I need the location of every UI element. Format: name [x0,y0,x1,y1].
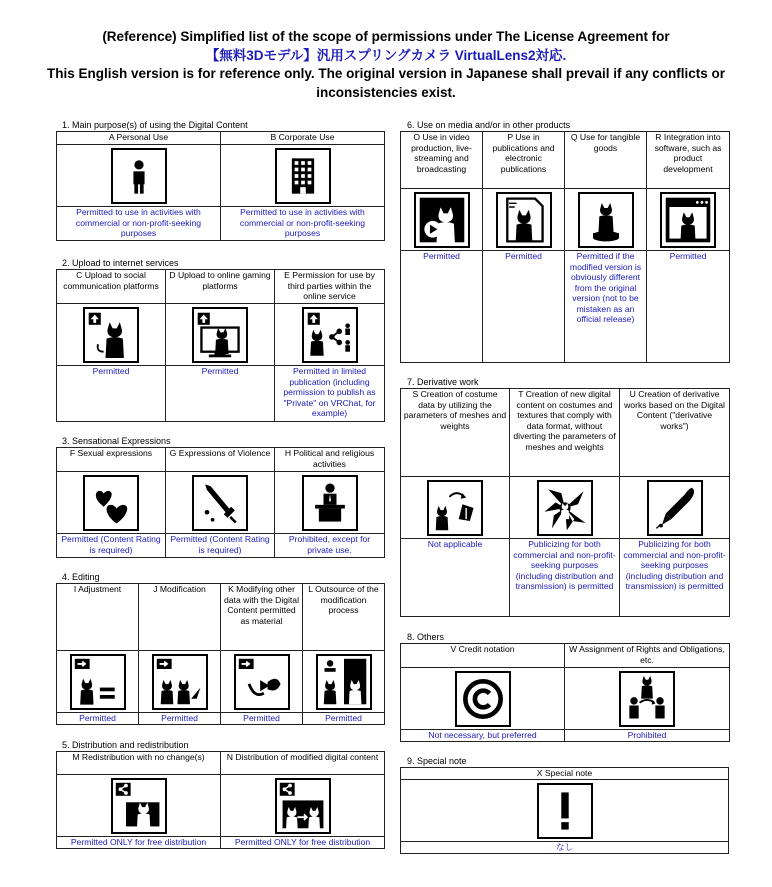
col-j-result: Permitted [139,713,221,725]
software-icon [660,192,716,248]
building-icon [275,148,331,204]
header-line-3: This English version is for reference only. The original version in Japanese shall prevail if any conflicts or [47,66,725,81]
col-g-label: G Expressions of Violence [166,448,275,472]
col-i-result: Permitted [57,713,139,725]
col-t-result: Publicizing for both commercial and non-profit-seeking purposes (including distribution and transmission) is permitted [510,539,620,617]
col-n-label: N Distribution of modified digital content [221,752,385,775]
col-a-result: Permitted to use in activities with commercial or non-profit-seeking purposes [57,207,221,241]
section-6-table [400,131,730,363]
material-icon [234,654,290,710]
section-7-table [400,388,730,617]
texture-icon [537,480,593,536]
col-x-result: なし [401,842,729,854]
col-e-result: Permitted in limited publication (including permission to publish as "Private" on VRChat, for example) [275,366,385,422]
col-k-result: Permitted [221,713,303,725]
col-g-result: Permitted (Content Rating is required) [166,534,275,558]
section-2-title: 2. Upload to internet services [62,258,179,268]
col-v-label: V Credit notation [401,644,565,668]
podium-icon [302,475,358,531]
section-6-title: 6. Use on media and/or in other products [407,120,571,130]
publication-icon [496,192,552,248]
section-3-title: 3. Sensational Expressions [62,436,171,446]
hearts-icon [83,475,139,531]
col-h-result: Prohibited, except for private use. [275,534,385,558]
costume-icon [427,480,483,536]
col-o-label: O Use in video production, live-streaming and broadcasting [401,132,483,189]
col-m-label: M Redistribution with no change(s) [57,752,221,775]
col-a-label: A Personal Use [57,132,221,145]
video-icon [414,192,470,248]
pen-icon [647,480,703,536]
section-4-title: 4. Editing [62,572,100,582]
social-upload-icon [83,307,139,363]
col-v-result: Not necessary, but preferred [401,730,565,742]
col-d-label: D Upload to online gaming platforms [166,270,275,304]
game-upload-icon [192,307,248,363]
header-line-4: inconsistencies exist. [316,84,456,100]
section-2-table [56,269,385,422]
col-l-result: Permitted [303,713,385,725]
col-b-result: Permitted to use in activities with commercial or non-profit-seeking purposes [221,207,385,241]
header-line-1: (Reference) Simplified list of the scope of permissions under The License Agreement for [102,29,670,44]
col-n-result: Permitted ONLY for free distribution [221,837,385,849]
col-q-label: Q Use for tangible goods [565,132,647,189]
col-c-label: C Upload to social communication platforms [57,270,166,304]
col-x-label: X Special note [401,768,729,780]
col-o-result: Permitted [401,251,483,363]
distribute-modified-icon [275,778,331,834]
section-7-title: 7. Derivative work [407,377,479,387]
col-u-label: U Creation of derivative works based on the Digital Content ("derivative works") [620,389,730,477]
section-8-title: 8. Others [407,632,445,642]
person-icon [111,148,167,204]
knife-icon [192,475,248,531]
col-u-result: Publicizing for both commercial and non-profit-seeking purposes (including distribution and transmission) is permitted [620,539,730,617]
share-users-icon [302,307,358,363]
modify-icon [152,654,208,710]
section-9-table [400,767,729,854]
col-k-label: K Modifying other data with the Digital Content permitted as material [221,584,303,651]
exclamation-icon [537,783,593,839]
col-q-result: Permitted if the modified version is obviously different from the original version (not to be mistaken as an official release) [565,251,647,363]
col-w-result: Prohibited [565,730,730,742]
col-l-label: L Outsource of the modification process [303,584,385,651]
col-e-label: E Permission for use by third parties within the online service [275,270,385,304]
col-c-result: Permitted [57,366,166,422]
col-s-label: S Creation of costume data by utilizing the parameters of meshes and weights [401,389,510,477]
section-1-table [56,131,385,241]
header-line-2-product: 【無料3Dモデル】汎用スプリングカメラ VirtualLens2対応. [205,47,567,63]
page-header [0,28,772,102]
col-f-label: F Sexual expressions [57,448,166,472]
adjust-icon [70,654,126,710]
redistribute-icon [111,778,167,834]
col-f-result: Permitted (Content Rating is required) [57,534,166,558]
section-4-table [56,583,385,725]
col-p-result: Permitted [483,251,565,363]
transfer-icon [619,671,675,727]
col-d-result: Permitted [166,366,275,422]
col-h-label: H Political and religious activities [275,448,385,472]
outsource-icon [316,654,372,710]
section-1-title: 1. Main purpose(s) of using the Digital Content [62,120,248,130]
copyright-icon [455,671,511,727]
col-t-label: T Creation of new digital content on costumes and textures that comply with data format, without diverting the parameters of meshes and weights [510,389,620,477]
col-r-label: R Integration into software, such as product development [647,132,730,189]
col-s-result: Not applicable [401,539,510,617]
col-i-label: I Adjustment [57,584,139,651]
section-5-title: 5. Distribution and redistribution [62,740,189,750]
col-r-result: Permitted [647,251,730,363]
section-9-title: 9. Special note [407,756,467,766]
col-j-label: J Modification [139,584,221,651]
col-p-label: P Use in publications and electronic publications [483,132,565,189]
section-8-table [400,643,730,742]
figure-icon [578,192,634,248]
col-b-label: B Corporate Use [221,132,385,145]
section-3-table [56,447,385,558]
col-w-label: W Assignment of Rights and Obligations, etc. [565,644,730,668]
col-m-result: Permitted ONLY for free distribution [57,837,221,849]
section-5-table [56,751,385,849]
